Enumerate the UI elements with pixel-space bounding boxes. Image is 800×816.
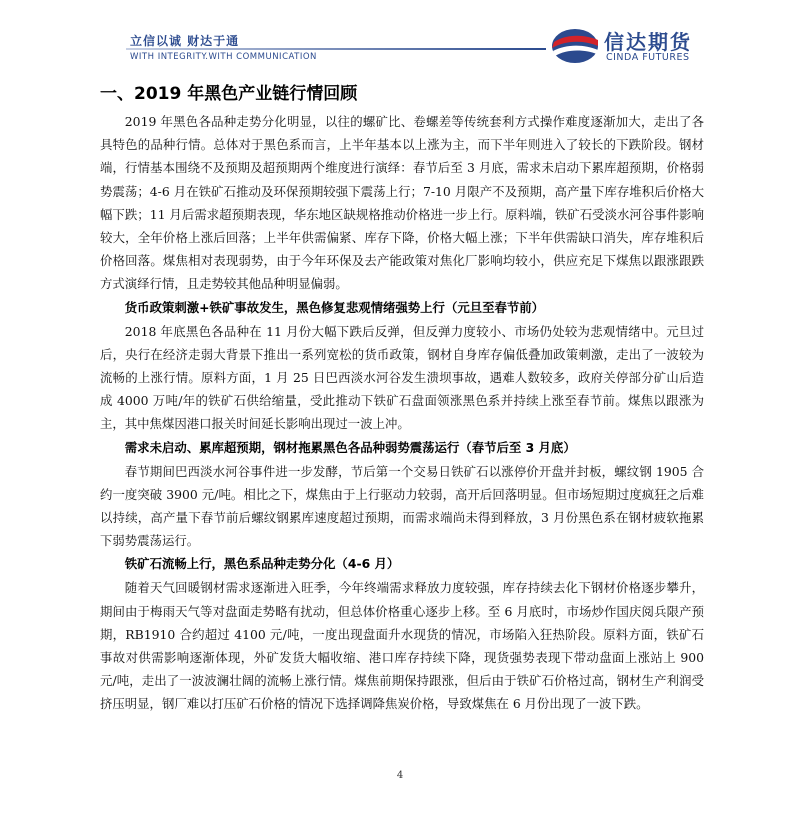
- section-title: 一、2019 年黑色产业链行情回顾: [100, 84, 358, 104]
- header-slogan-cn: 立信以诚 财达于通: [130, 34, 240, 48]
- document-body: [100, 80, 704, 716]
- subsection-paragraph: 2018 年底黑色各品种在 11 月份大幅下跌后反弹，但反弹力度较小、市场仍处较为悲观情绪中。元旦过后，央行在经济走弱大背景下推出一系列宽松的货币政策，钢材自身库存偏低叠加政策刺激，走出了一波较为流畅的上涨行情。原料方面，1 月 25 日巴西淡水河谷发生溃坝事故，遇难人数较多，政府关停部分矿山后造成 4000 万吨/年的铁矿石供给缩量，受此推动下铁矿石盘面领涨黑色系并持续上涨至春节前。煤焦以跟涨为主，其中焦煤因港口报关时间延长影响出现过一波上冲。: [100, 323, 704, 432]
- subsection-heading: 货币政策刺激+铁矿事故发生，黑色修复悲观情绪强势上行（元旦至春节前）: [124, 299, 545, 315]
- page-number: 4: [396, 770, 404, 781]
- cinda-logo-icon: [550, 24, 600, 68]
- subsection-heading: 铁矿石流畅上行，黑色系品种走势分化（4-6 月）: [124, 556, 400, 572]
- header-divider: [126, 48, 546, 50]
- header-slogan-en: WITH INTEGRITY.WITH COMMUNICATION: [130, 52, 317, 62]
- section-intro-paragraph: 2019 年黑色各品种走势分化明显，以往的螺矿比、卷螺差等传统套利方式操作难度逐渐加大，走出了各具特色的品种行情。总体对于黑色系而言，上半年基本以上涨为主，而下半年则进入了较长的下跌阶段。钢材端，行情基本围绕不及预期及超预期两个维度进行演绎：春节后至 3 月底，需求未启动下累库超预期，价格弱势震荡；4-6 月在铁矿石推动及环保预期较强下震荡上行；7-10 月限产不及预期，高产量下库存堆积后价格大幅下跌；11 月后需求超预期表现，华东地区缺规格推动价格进一步上行。原料端，铁矿石受淡水河谷事件影响较大，全年价格上涨后回落；上半年供需偏紧、库存下降，价格大幅上涨；下半年供需缺口消失，库存堆积后价格回落。煤焦相对表现弱势，由于今年环保及去产能政策对焦化厂影响均较小，供应充足下煤焦以跟涨跟跌方式演绎行情，且走势较其他品种明显偏弱。: [100, 114, 704, 292]
- cinda-logo: [550, 24, 740, 68]
- logo-text-cn: 信达期货: [604, 30, 692, 54]
- subsection-heading: 需求未启动、累库超预期，钢材拖累黑色各品种弱势震荡运行（春节后至 3 月底）: [124, 439, 576, 455]
- logo-text-en: CINDA FUTURES: [606, 52, 690, 63]
- subsection-paragraph: 春节期间巴西淡水河谷事件进一步发酵，节后第一个交易日铁矿石以涨停价开盘并封板，螺纹钢 1905 合约一度突破 3900 元/吨。相比之下，煤焦由于上行驱动力较弱，高开后回落明显。但市场短期过度疯狂之后难以持续，高产量下春节前后螺纹钢累库速度超过预期，而需求端尚未得到释放，3 月份黑色系在钢材疲软拖累下弱势震荡运行。: [100, 463, 704, 549]
- subsection-paragraph: 随着天气回暖钢材需求逐渐进入旺季，今年终端需求释放力度较强，库存持续去化下钢材价格逐步攀升，期间由于梅雨天气等对盘面走势略有扰动，但总体价格重心逐步上移。至 6 月底时，市场炒作国庆阅兵限产预期，RB1910 合约超过 4100 元/吨，一度出现盘面升水现货的情况，市场陷入狂热阶段。原料方面，铁矿石事故对供需影响逐渐体现，外矿发货大幅收缩、港口库存持续下降，现货强势表现下带动盘面上涨站上 900 元/吨，走出了一波波澜壮阔的流畅上涨行情。煤焦前期保持跟涨，但后由于铁矿石价格过高，钢材生产利润受挤压明显，钢厂难以打压矿石价格的情况下选择调降焦炭价格，导致煤焦在 6 月份出现了一波下跌。: [100, 580, 704, 712]
- page-header: [0, 0, 800, 72]
